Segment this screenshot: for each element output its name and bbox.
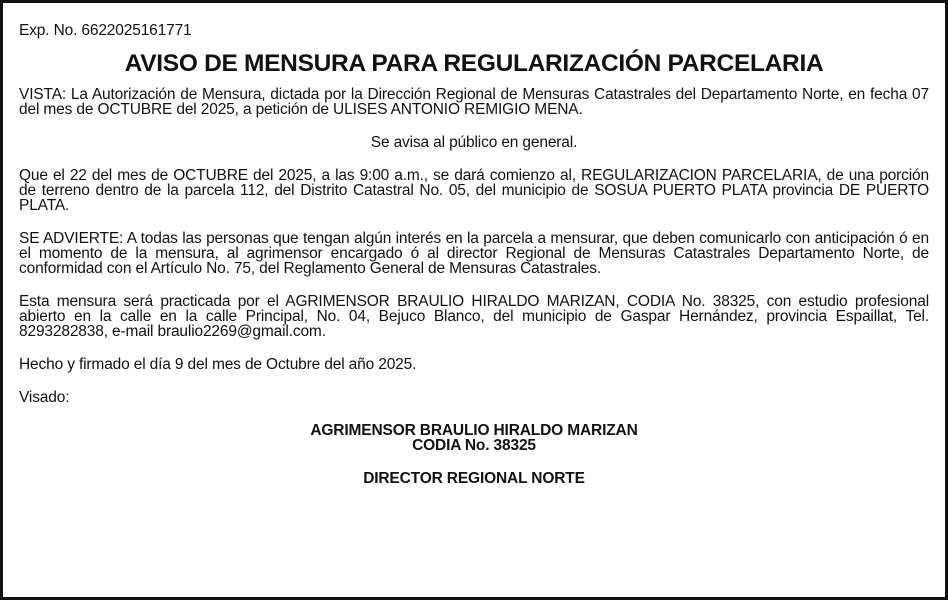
paragraph-survey-date: Que el 22 del mes de OCTUBRE del 2025, a las 9:00 a.m., se dará comienzo al, REGULARIZACION PARCELARIA, de una porción de terreno dentro de la parcela 112, del Distrito Catastral No. 05, del municipio de SOSUA PUERTO PLATA provincia DE PUERTO PLATA.: [19, 167, 929, 214]
paragraph-public-notice: Se avisa al público en general.: [370, 134, 578, 151]
paragraph-vista: VISTA: La Autorización de Mensura, dictada por la Dirección Regional de Mensuras Catastrales del Departamento Norte, en fecha 07 del mes de OCTUBRE del 2025, a petición de ULISES ANTONIO REMIGIO MENA.: [19, 86, 929, 118]
paragraph-warning: SE ADVIERTE: A todas las personas que tengan algún interés en la parcela a mensurar, que deben comunicarlo con anticipación ó en el momento de la mensura, al agrimensor encargado ó al director Regional de Mensuras Catastrales Departamento Norte, de conformidad con el Artículo No. 75, del Reglamento General de Mensuras Catastrales.: [19, 230, 929, 277]
file-number: Exp. No. 6622025161771: [19, 22, 192, 39]
signature-codia: CODIA No. 38325: [412, 437, 536, 454]
signature-director: DIRECTOR REGIONAL NORTE: [363, 470, 585, 487]
signature-block: [19, 423, 929, 453]
signature-name: AGRIMENSOR BRAULIO HIRALDO MARIZAN: [310, 422, 638, 439]
notice-title: AVISO DE MENSURA PARA REGULARIZACIÓN PARCELARIA: [124, 50, 824, 77]
paragraph-visado: Visado:: [19, 389, 70, 406]
paragraph-signed-date: Hecho y firmado el día 9 del mes de Octubre del año 2025.: [19, 356, 417, 373]
paragraph-surveyor-info: Esta mensura será practicada por el AGRIMENSOR BRAULIO HIRALDO MARIZAN, CODIA No. 38325, con estudio profesional abierto en la calle en la calle Principal, No. 04, Bejuco Blanco, del municipio de Gaspar Hernández, provincia Espaillat, Tel. 8293282838, e-mail braulio2269@gmail.com.: [19, 293, 929, 340]
